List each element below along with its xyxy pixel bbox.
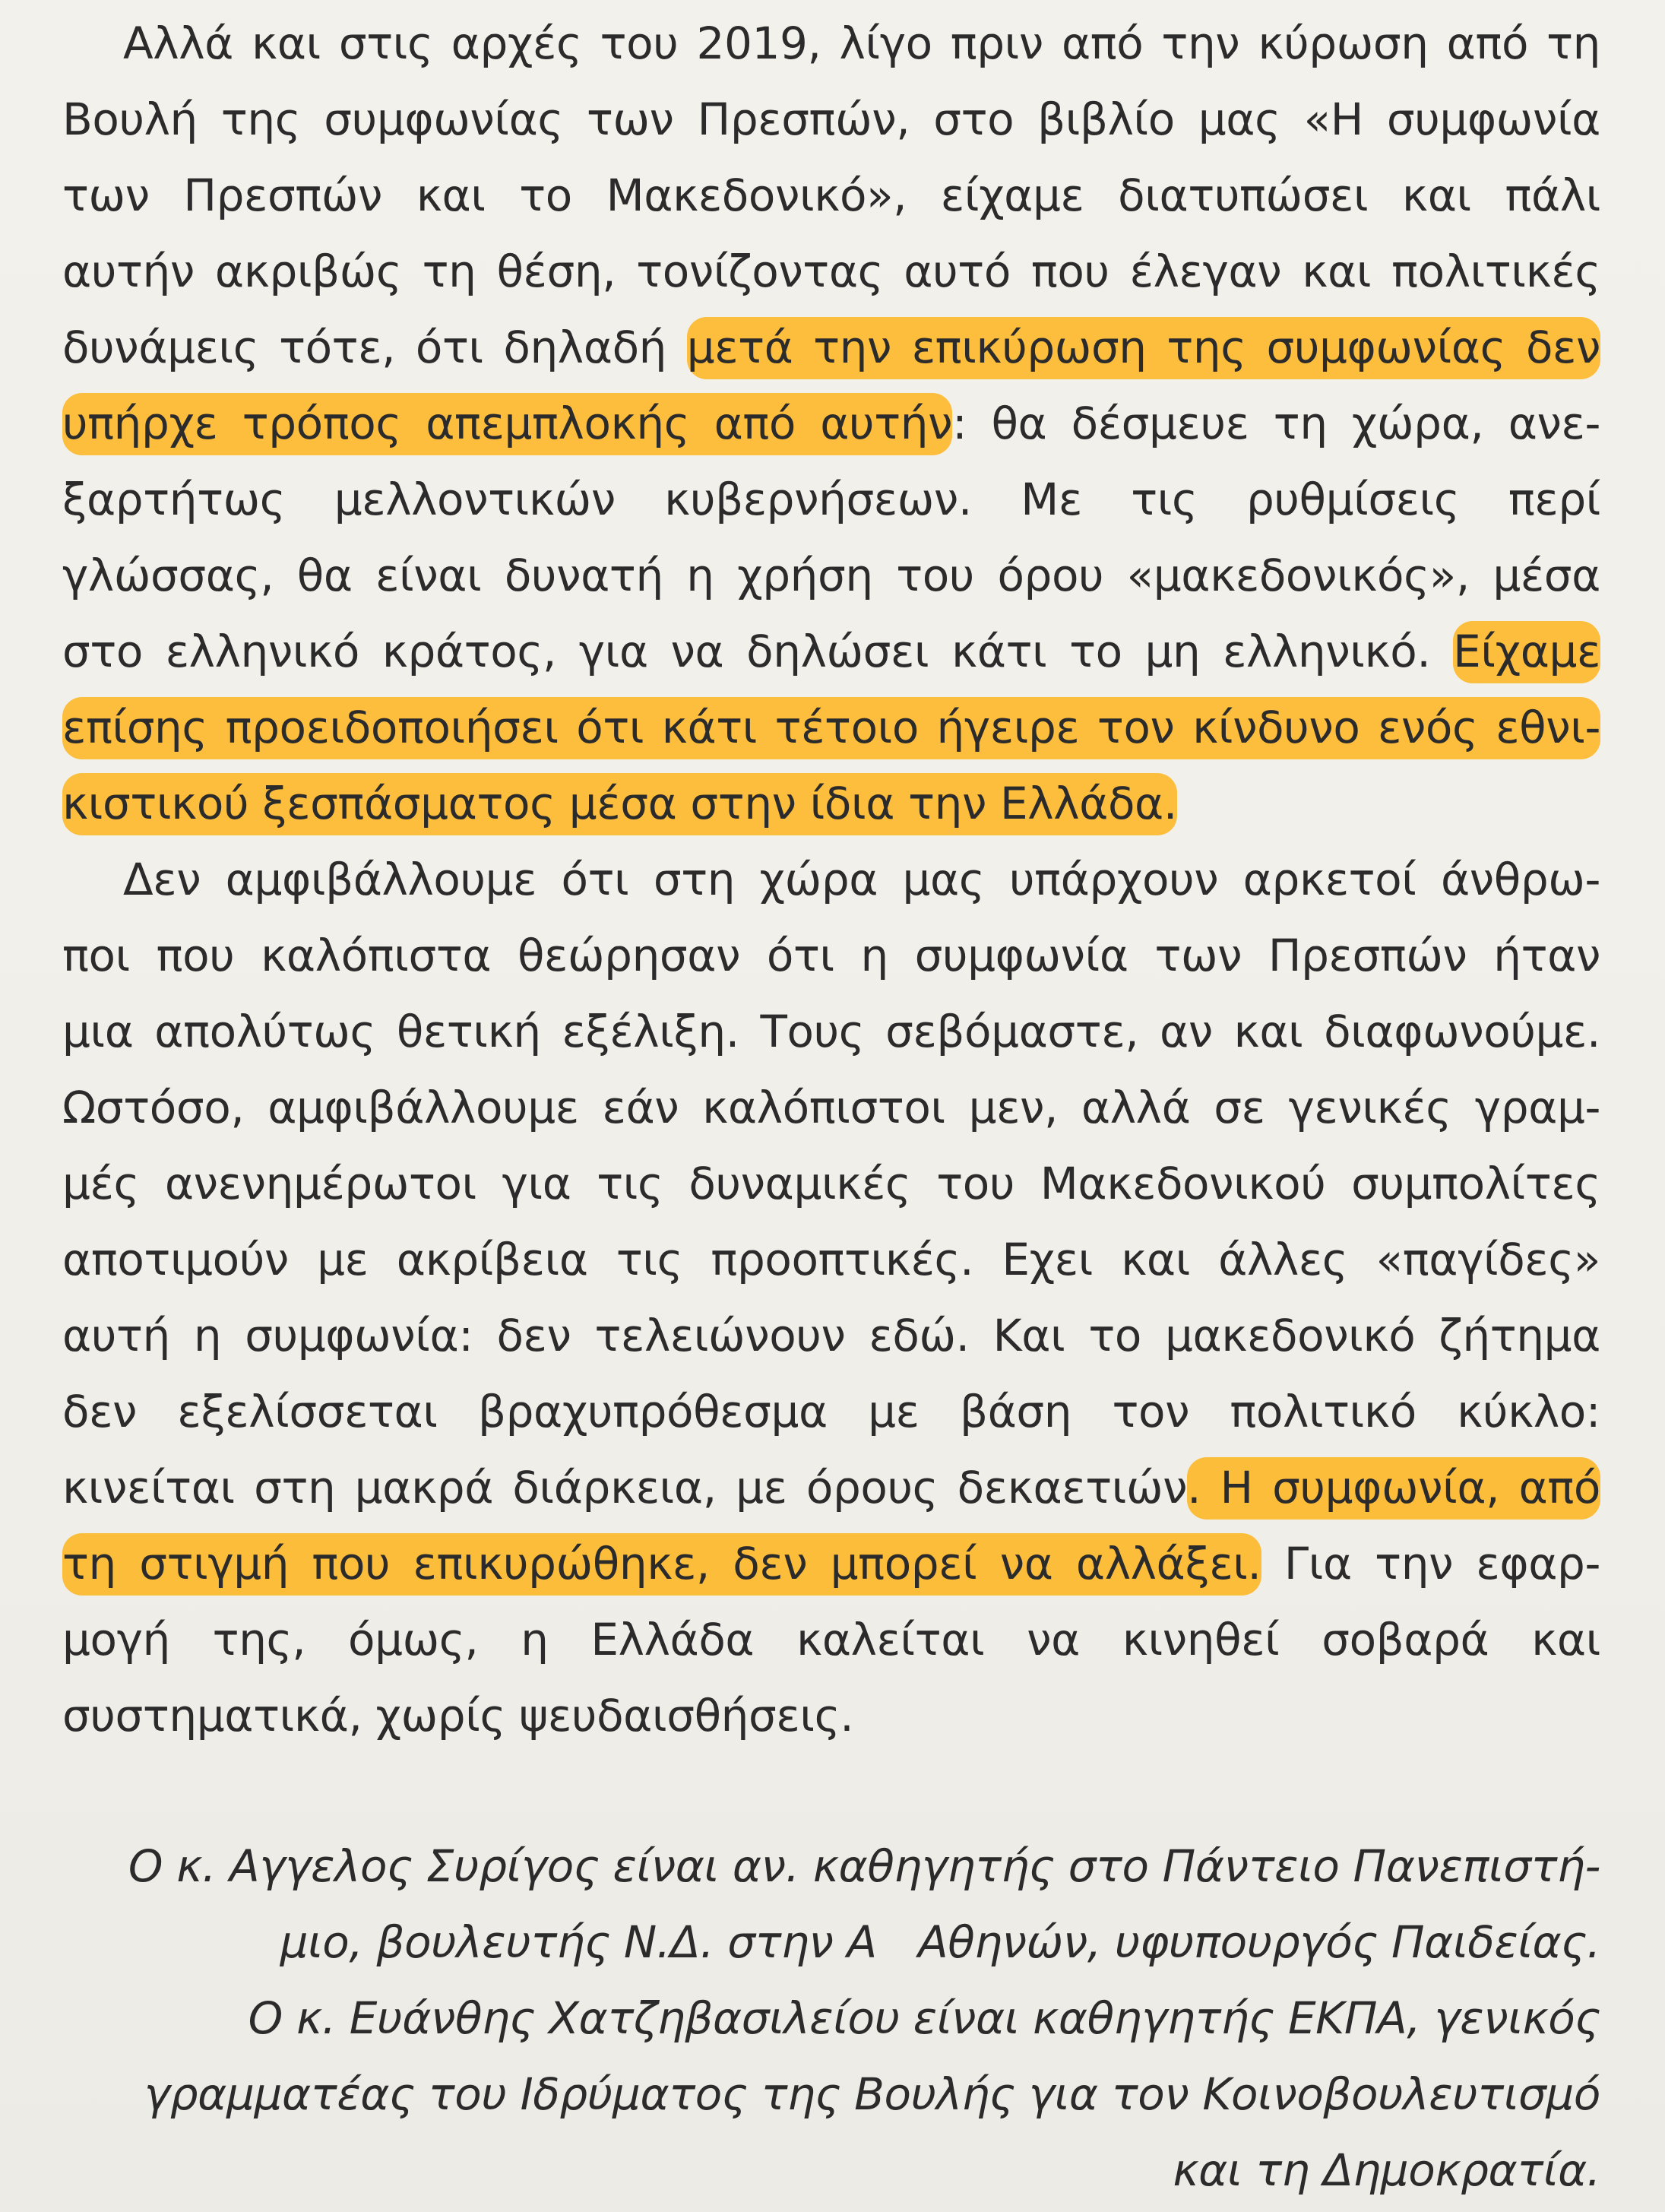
- body-line: τη στιγμή που επικυρώθηκε, δεν μπορεί να αλλάξει. Για την εφαρ-: [62, 1537, 1600, 1590]
- highlighted-text: . Η συμφωνία, από: [1187, 1457, 1600, 1520]
- body-line: δυνάμεις τότε, ότι δηλαδή μετά την επικύρωση της συμφωνίας δεν: [62, 321, 1600, 374]
- body-line: γλώσσας, θα είναι δυνατή η χρήση του όρου «μακεδονικός», μέσα: [62, 550, 1600, 601]
- body-line: συστηματικά, χωρίς ψευδαισθήσεις.: [62, 1690, 854, 1741]
- body-line: μογή της, όμως, η Ελλάδα καλείται να κινηθεί σοβαρά και: [62, 1614, 1600, 1665]
- highlighted-text: επίσης προειδοποιήσει ότι κάτι τέτοιο ήγειρε τον κίνδυνο ενός εθνι-: [62, 697, 1600, 759]
- footnote-line: γραμματέας του Ιδρύματος της Βουλής για τον Κοινοβουλευτισμό: [144, 2068, 1600, 2120]
- highlighted-text: Είχαμε: [1453, 621, 1600, 683]
- footnote-line: Ο κ. Ευάνθης Χατζηβασιλείου είναι καθηγητής ΕΚΠΑ, γενικός: [248, 1992, 1600, 2044]
- body-line: αυτή η συμφωνία: δεν τελειώνουν εδώ. Και το μακεδονικό ζήτημα: [62, 1310, 1600, 1361]
- body-line: αποτιμούν με ακρίβεια τις προοπτικές. Εχει και άλλες «παγίδες»: [62, 1234, 1600, 1285]
- highlighted-text: μετά την επικύρωση της συμφωνίας δεν: [687, 317, 1600, 379]
- highlighted-text: υπήρχε τρόπος απεμπλοκής από αυτήν: [62, 393, 952, 455]
- body-line: μές ανενημέρωτοι για τις δυναμικές του Μακεδονικού συμπολίτες: [62, 1158, 1600, 1209]
- highlighted-text: τη στιγμή που επικυρώθηκε, δεν μπορεί να αλλάξει.: [62, 1533, 1261, 1596]
- footnote-line: μιο, βουλευτής Ν.Δ. στην Α Αθηνών, υφυπουργός Παιδείας.: [280, 1916, 1600, 1968]
- body-line: ποι που καλόπιστα θεώρησαν ότι η συμφωνία των Πρεσπών ήταν: [62, 930, 1600, 981]
- body-line: μια απολύτως θετική εξέλιξη. Τους σεβόμαστε, αν και διαφωνούμε.: [62, 1006, 1600, 1057]
- body-line: Αλλά και στις αρχές του 2019, λίγο πριν από την κύρωση από τη: [123, 17, 1600, 69]
- body-line: στο ελληνικό κράτος, για να δηλώσει κάτι το μη ελληνικό. Είχαμε: [62, 625, 1600, 678]
- body-line: δεν εξελίσσεται βραχυπρόθεσμα με βάση τον πολιτικό κύκλο:: [62, 1386, 1600, 1437]
- footnote-line: και τη Δημοκρατία.: [1173, 2144, 1600, 2196]
- body-line: [62, 701, 1600, 754]
- footnote-line: Ο κ. Αγγελος Συρίγος είναι αν. καθηγητής στο Πάντειο Πανεπιστή-: [128, 1840, 1600, 1892]
- body-line: ξαρτήτως μελλοντικών κυβερνήσεων. Με τις ρυθμίσεις περί: [62, 474, 1600, 525]
- body-line: των Πρεσπών και το Μακεδονικό», είχαμε διατυπώσει και πάλι: [62, 170, 1600, 221]
- body-line: Βουλή της συμφωνίας των Πρεσπών, στο βιβλίο μας «Η συμφωνία: [62, 93, 1600, 145]
- body-line: Δεν αμφιβάλλουμε ότι στη χώρα μας υπάρχουν αρκετοί άνθρω-: [123, 854, 1600, 905]
- body-line: αυτήν ακριβώς τη θέση, τονίζοντας αυτό που έλεγαν και πολιτικές: [62, 246, 1600, 297]
- body-line: υπήρχε τρόπος απεμπλοκής από αυτήν: θα δέσμευε τη χώρα, ανε-: [62, 397, 1600, 450]
- body-line: κινείται στη μακρά διάρκεια, με όρους δεκαετιών. Η συμφωνία, από: [62, 1461, 1600, 1514]
- highlighted-text: κιστικού ξεσπάσματος μέσα στην ίδια την Ελλάδα.: [62, 773, 1177, 835]
- body-line: [62, 777, 1600, 830]
- body-line: Ωστόσο, αμφιβάλλουμε εάν καλόπιστοι μεν, αλλά σε γενικές γραμ-: [62, 1082, 1600, 1133]
